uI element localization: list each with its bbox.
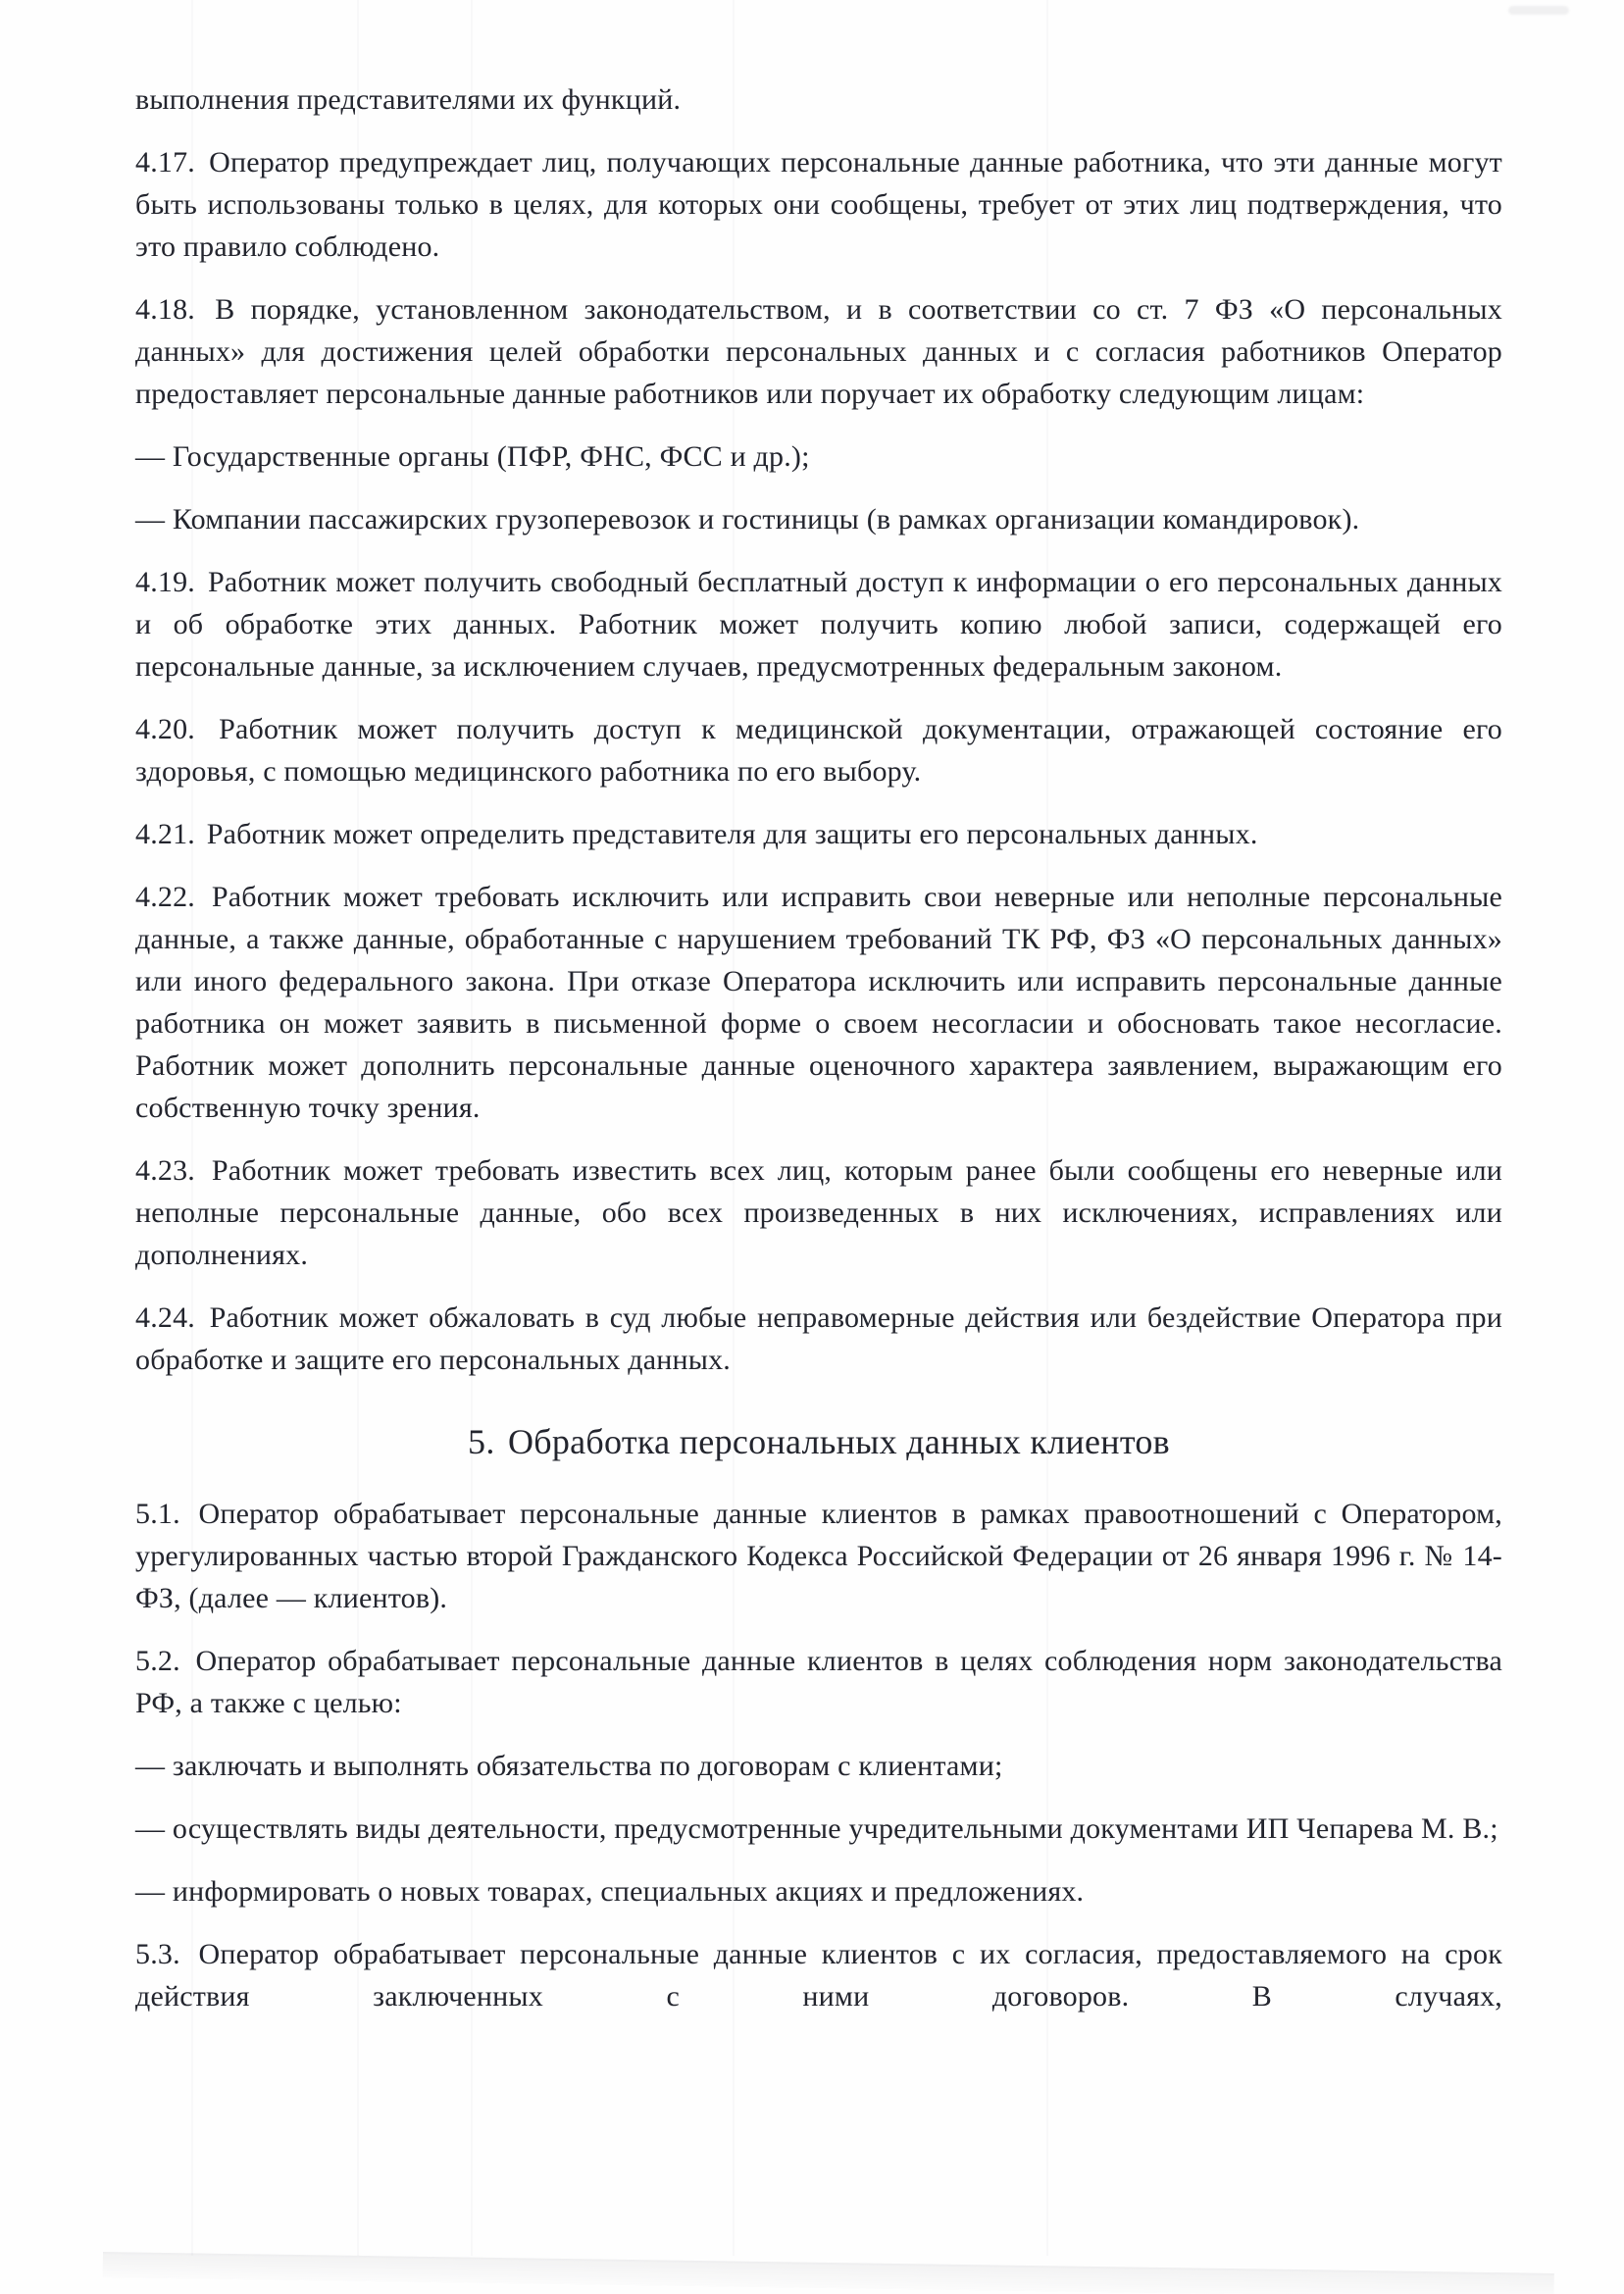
paragraph-text: Оператор предупреждает лиц, получающих персональные данные работника, что эти данные могут быть использованы только в целях, для которых они сообщены, требует от этих лиц подтверждения, что это правило соблюдено. — [135, 146, 1502, 263]
paragraph-text: Работник может обжаловать в суд любые неправомерные действия или бездействие Оператора при обработке и защите его персональных данных. — [135, 1301, 1502, 1376]
paragraph — [135, 288, 1502, 415]
paragraph — [135, 708, 1502, 792]
paragraph-text: Оператор обрабатывает персональные данные клиентов в рамках правоотношений с Оператором, урегулированных частью второй Гражданского Кодекса Российской Федерации от 26 января 1996 г. № 14-ФЗ, (далее — клиентов). — [135, 1498, 1503, 1614]
paragraph-number: 4.20. — [135, 713, 195, 745]
paragraph — [135, 1297, 1502, 1381]
paragraph-text: — заключать и выполнять обязательства по договорам с клиентами; — [135, 1750, 1003, 1782]
paragraph-text: Оператор обрабатывает персональные данные клиентов с их согласия, предоставляемого на срок действия заключенных с ними договоров. В случаях, — [135, 1938, 1502, 2013]
paragraph-text: — Государственные органы (ПФР, ФНС, ФСС и др.); — [135, 440, 810, 473]
paragraph — [135, 78, 1502, 121]
paragraph-text: Оператор обрабатывает персональные данные клиентов в целях соблюдения норм законодательства РФ, а также с целью: — [135, 1645, 1502, 1719]
paragraph-text: Работник может определить представителя для защиты его персональных данных. — [206, 818, 1258, 850]
paragraph-text: Работник может требовать исключить или исправить свои неверные или неполные персональные данные, а также данные, обработанные с нарушением требований ТК РФ, ФЗ «О персональных данных» или иного федерального закона. При отказе Оператора исключить или исправить персональные данные работника он может заявить в письменной форме о своем несогласии и обосновать такое несогласие. Работник может дополнить персональные данные оценочного характера заявлением, выражающим его собственную точку зрения. — [135, 881, 1502, 1124]
paragraph-number: 5. — [468, 1422, 495, 1461]
bullet-item — [135, 498, 1502, 540]
scan-smudge-artifact — [1508, 6, 1569, 15]
paragraph-text: Работник может получить свободный бесплатный доступ к информации о его персональных данных и об обработке этих данных. Работник может получить копию любой записи, содержащей его персональные данные, за исключением случаев, предусмотренных федеральным законом. — [135, 566, 1503, 683]
paragraph — [135, 141, 1502, 268]
document-content — [135, 78, 1502, 2038]
paragraph — [135, 1933, 1502, 2017]
section-heading — [135, 1418, 1502, 1465]
paragraph-text: — осуществлять виды деятельности, предусмотренные учредительными документами ИП Чепарева М. В.; — [135, 1812, 1498, 1845]
paragraph-text: — Компании пассажирских грузоперевозок и гостиницы (в рамках организации командировок). — [135, 503, 1360, 535]
paragraph — [135, 876, 1502, 1129]
paragraph — [135, 813, 1502, 855]
paragraph-number: 4.23. — [135, 1154, 195, 1187]
paragraph — [135, 1493, 1502, 1619]
paragraph-text: В порядке, установленном законодательством, и в соответствии со ст. 7 ФЗ «О персональных данных» для достижения целей обработки персональных данных и с согласия работников Оператор предоставляет персональные данные работников или поручает их обработку следующим лицам: — [135, 293, 1502, 410]
paragraph-text: Обработка персональных данных клиентов — [507, 1422, 1170, 1461]
paragraph-number: 4.24. — [135, 1301, 195, 1334]
bullet-item — [135, 435, 1502, 478]
paragraph-text: выполнения представителями их функций. — [135, 83, 682, 116]
paragraph — [135, 1149, 1502, 1276]
paragraph-number: 5.2. — [135, 1645, 180, 1677]
bullet-item — [135, 1870, 1502, 1912]
paragraph-number: 4.19. — [135, 566, 195, 598]
paragraph-number: 4.17. — [135, 146, 195, 178]
paragraph-text: Работник может требовать известить всех лиц, которым ранее были сообщены его неверные или неполные персональные данные, обо всех произведенных в них исключениях, исправлениях или дополнениях. — [135, 1154, 1502, 1271]
paragraph — [135, 1640, 1502, 1724]
paragraph-number: 4.21. — [135, 818, 195, 850]
paragraph-text: — информировать о новых товарах, специальных акциях и предложениях. — [135, 1875, 1085, 1908]
paragraph-number: 4.22. — [135, 881, 195, 913]
page-edge-shadow — [103, 2252, 1554, 2294]
paragraph-number: 4.18. — [135, 293, 195, 326]
paragraph — [135, 561, 1502, 688]
bullet-item — [135, 1745, 1502, 1787]
paragraph-number: 5.1. — [135, 1498, 180, 1530]
paragraph-number: 5.3. — [135, 1938, 180, 1970]
paragraph-text: Работник может получить доступ к медицинской документации, отражающей состояние его здоровья, с помощью медицинского работника по его выбору. — [135, 713, 1502, 788]
bullet-item — [135, 1808, 1502, 1850]
